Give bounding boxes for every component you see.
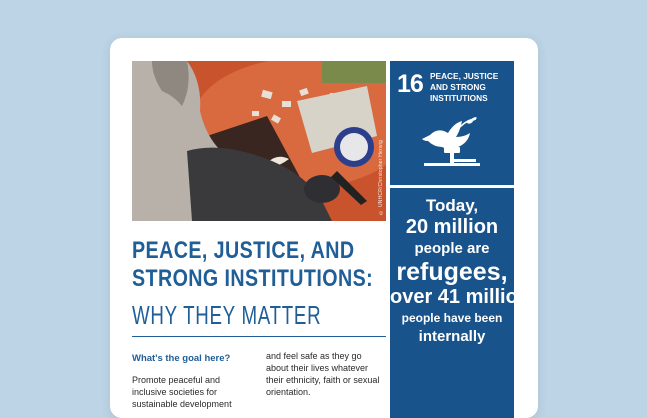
document-card [110, 38, 538, 418]
stat-line-3: people are [414, 240, 490, 257]
section-heading: What's the goal here? [132, 353, 231, 364]
sdg-badge [390, 61, 514, 185]
body-text-col2: and feel safe as they go about their lives whatever their ethnicity, faith or sexual orientation. [266, 351, 380, 397]
stat-line-2: 20 million [405, 216, 499, 238]
page-title: PEACE, JUSTICE, AND STRONG INSTITUTIONS: [132, 237, 374, 292]
sdg-label: PEACE, JUSTICE AND STRONG INSTITUTIONS [430, 71, 499, 103]
text-column-1 [132, 353, 250, 410]
page-subtitle: WHY THEY MATTER [132, 300, 322, 330]
sdg-number: 16 [397, 70, 423, 98]
mosaic-photo-illustration [132, 61, 386, 221]
text-column-2 [266, 350, 386, 398]
stat-line-4: refugees, [396, 258, 508, 286]
stat-line-6: people have been [401, 311, 503, 325]
stat-line-7: internally [418, 328, 486, 345]
body-text-col1: Promote peaceful and inclusive societies for sustainable development [132, 375, 232, 409]
stat-line-5: over 41 million [390, 286, 531, 308]
stat-line-1: Today, [425, 196, 479, 215]
title-divider [132, 336, 386, 337]
statistic-box [390, 188, 531, 418]
dove-gavel-icon [420, 117, 484, 174]
photo-credit: © UNHCR/Christopher Herwig [378, 140, 384, 215]
hero-photo [132, 61, 386, 221]
